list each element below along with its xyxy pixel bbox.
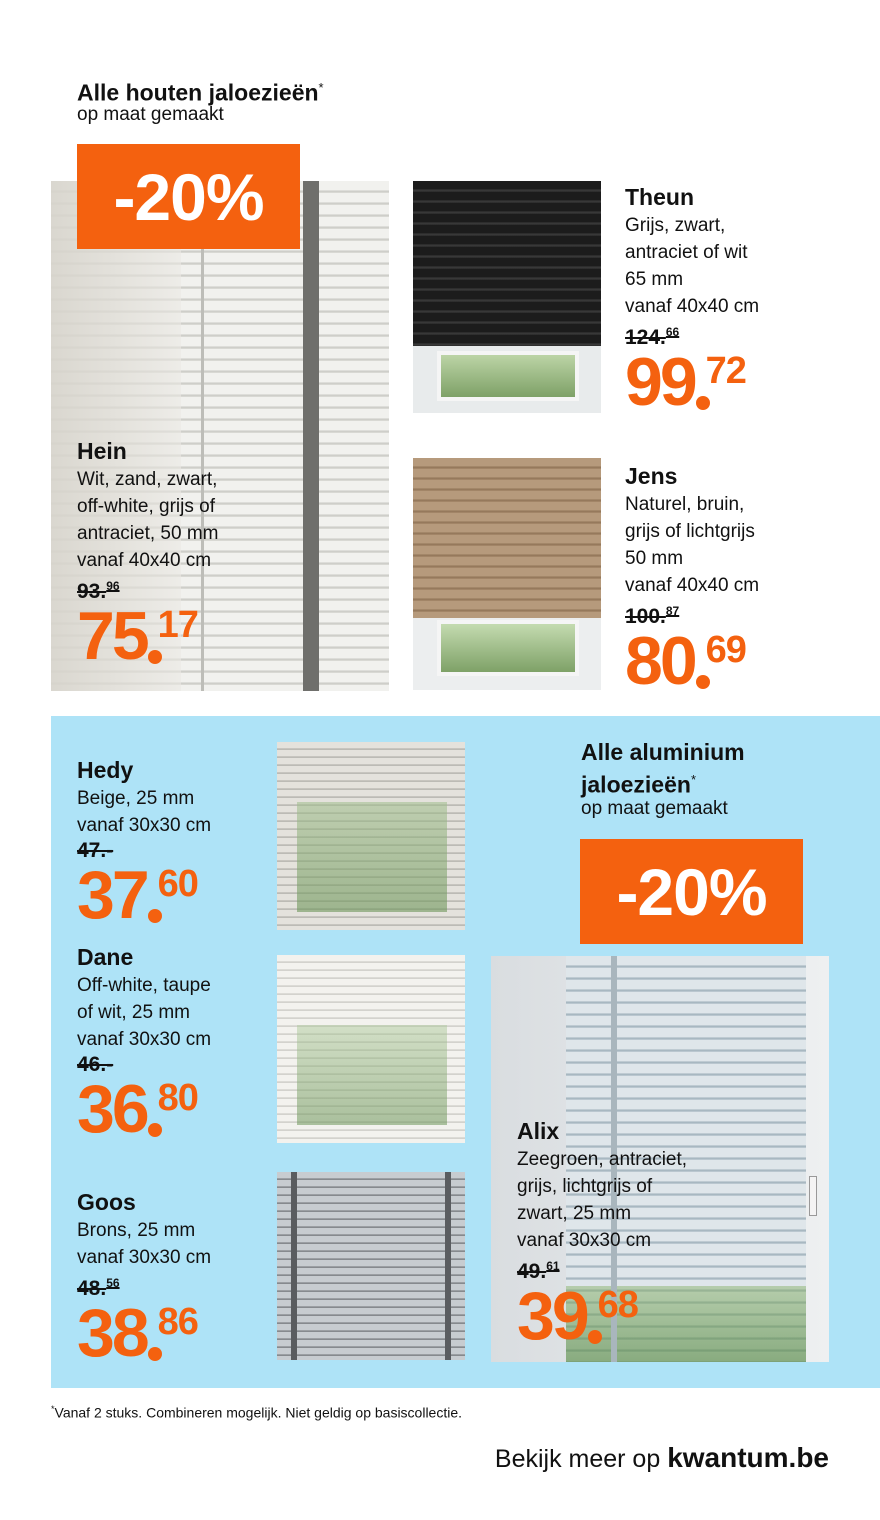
- aluminium-discount-badge: -20%: [580, 839, 803, 944]
- aluminium-subtitle: op maat gemaakt: [581, 798, 728, 819]
- product-hein: [77, 438, 219, 674]
- new-price: 39 68: [517, 1278, 638, 1354]
- new-price: 38 86: [77, 1295, 198, 1371]
- product-goos: [77, 1189, 212, 1371]
- product-name: Hein: [77, 438, 127, 464]
- website-link[interactable]: kwantum.be: [667, 1442, 829, 1473]
- old-price: 48.56: [77, 1276, 120, 1300]
- product-name: Jens: [625, 463, 678, 489]
- dane-blind-image: [277, 955, 465, 1143]
- old-price: 100.87: [625, 604, 680, 628]
- product-description: Naturel, bruin, grijs of lichtgrijs 50 mm vanaf 40x40 cm: [625, 494, 760, 596]
- product-name: Dane: [77, 944, 134, 970]
- product-name: Alix: [517, 1118, 560, 1144]
- cta-line: Bekijk meer op kwantum.be: [494, 1442, 829, 1473]
- new-price: 99 72: [625, 344, 746, 420]
- jens-blind-image: [413, 458, 601, 690]
- old-price: 124.66: [625, 325, 680, 349]
- footnote: *Vanaf 2 stuks. Combineren mogelijk. Niet geldig op basiscollectie.: [51, 1404, 463, 1421]
- old-price: 46.-: [77, 1053, 114, 1076]
- old-price: 49.61: [517, 1259, 560, 1283]
- discount-badge: -20%: [77, 144, 300, 249]
- old-price: 47.-: [77, 839, 114, 862]
- aluminium-title: Alle aluminium jaloezieën*: [581, 739, 745, 798]
- product-theun: [625, 184, 760, 420]
- goos-blind-image: [277, 1172, 465, 1360]
- product-description: Wit, zand, zwart, off-white, grijs of antraciet, 50 mm vanaf 40x40 cm: [77, 469, 219, 571]
- product-name: Goos: [77, 1189, 136, 1215]
- new-price: 75 17: [77, 598, 198, 674]
- product-jens: [625, 463, 760, 699]
- product-dane: [77, 944, 212, 1147]
- new-price: 37 60: [77, 857, 198, 933]
- product-alix: [517, 1118, 688, 1354]
- product-description: Grijs, zwart, antraciet of wit 65 mm vanaf 40x40 cm: [625, 215, 760, 317]
- product-name: Hedy: [77, 757, 134, 783]
- product-description: Off-white, taupe of wit, 25 mm vanaf 30x30 cm: [77, 975, 212, 1050]
- page-title: Alle houten jaloezieën*: [77, 79, 324, 106]
- old-price: 93.96: [77, 579, 120, 603]
- new-price: 80 69: [625, 623, 746, 699]
- theun-blind-image: [413, 181, 601, 413]
- product-description: Brons, 25 mm vanaf 30x30 cm: [77, 1220, 212, 1268]
- product-hedy: [77, 757, 212, 933]
- hedy-blind-image: [277, 742, 465, 930]
- product-name: Theun: [625, 184, 694, 210]
- product-description: Beige, 25 mm vanaf 30x30 cm: [77, 788, 212, 836]
- new-price: 36 80: [77, 1071, 198, 1147]
- page-subtitle: op maat gemaakt: [77, 104, 224, 125]
- product-description: Zeegroen, antraciet, grijs, lichtgrijs of zwart, 25 mm vanaf 30x30 cm: [517, 1149, 688, 1251]
